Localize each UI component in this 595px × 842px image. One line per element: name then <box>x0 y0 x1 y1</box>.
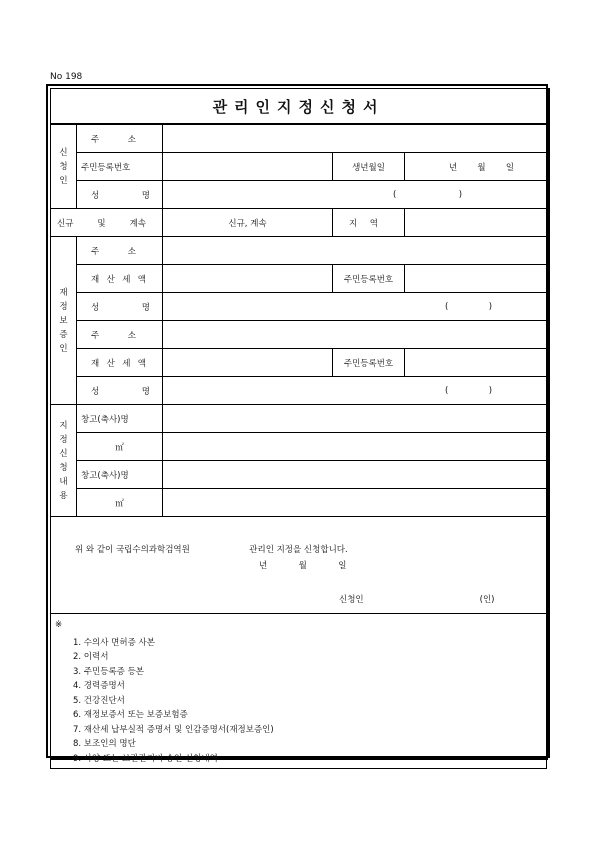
region-label: 지 역 <box>333 209 405 237</box>
warehouse1-name-label: 창고(축사)명 <box>77 405 163 433</box>
list-item: 5. 건강진단서 <box>73 695 125 706</box>
guarantor1-name-label: 성 명 <box>77 293 163 321</box>
guarantor2-address-field[interactable] <box>163 321 547 349</box>
applicant-address-label: 주 소 <box>77 124 163 153</box>
form-frame <box>46 84 548 764</box>
guarantor2-property-label: 재 산 세 액 <box>77 349 163 377</box>
guarantor1-name-field[interactable]: ( ) <box>163 293 547 321</box>
applicant-rrn-label: 주민등록번호 <box>77 153 163 181</box>
frame-shadow-right <box>548 88 550 758</box>
guarantor1-rrn-label: 주민등록번호 <box>333 265 405 293</box>
warehouse2-name-field[interactable] <box>163 461 547 489</box>
applicant-birth-label: 생년월일 <box>333 153 405 181</box>
list-item: 3. 주민등록증 등본 <box>73 666 144 677</box>
guarantor1-property-field[interactable] <box>163 265 333 293</box>
warehouse1-area-unit: ㎡ <box>77 433 163 461</box>
application-form-table <box>50 88 547 769</box>
statement-section <box>51 517 547 614</box>
applicant-signature-label: 신청인 <box>339 595 364 605</box>
note-mark: ※ <box>55 619 63 630</box>
applicant-name-label: 성 명 <box>77 181 163 209</box>
guarantor2-rrn-field[interactable] <box>405 349 547 377</box>
guarantor1-property-label: 재 산 세 액 <box>77 265 163 293</box>
guarantor1-address-field[interactable] <box>163 237 547 265</box>
guarantor2-property-field[interactable] <box>163 349 333 377</box>
warehouse2-name-label: 창고(축사)명 <box>77 461 163 489</box>
list-item: 8. 보조인의 명단 <box>73 739 136 750</box>
guarantor2-name-label: 성 명 <box>77 377 163 405</box>
list-item: 6. 재정보증서 또는 보증보험증 <box>73 710 188 721</box>
list-item: 9. 사양 또는 보관관리비 승인 신청내역 <box>73 753 218 764</box>
document-number: No 198 <box>50 72 83 82</box>
type-value[interactable]: 신규, 계속 <box>163 209 333 237</box>
list-item: 7. 재산세 납부실적 증명서 및 인감증명서(재정보증인) <box>73 724 274 735</box>
attachments-section <box>51 614 547 769</box>
list-item: 4. 경력증명서 <box>73 681 125 692</box>
guarantor2-address-label: 주 소 <box>77 321 163 349</box>
warehouse1-name-field[interactable] <box>163 405 547 433</box>
warehouse2-area-unit: ㎡ <box>77 489 163 517</box>
applicant-birth-field[interactable]: 년 월 일 <box>405 153 547 181</box>
type-label: 신규 및 계속 <box>51 209 163 237</box>
region-field[interactable] <box>405 209 547 237</box>
statement-line: 위 와 같이 국립수의과학검역원 관리인 지정을 신청합니다. <box>75 545 348 555</box>
statement-signature <box>339 593 542 605</box>
guarantor-group-label: 재 정 보 증 인 <box>51 237 77 405</box>
guarantor1-address-label: 주 소 <box>77 237 163 265</box>
seal-mark: (인) <box>479 595 495 605</box>
applicant-group-label: 신 청 인 <box>51 124 77 209</box>
designation-group-label: 지 정 신 청 내 용 <box>51 405 77 517</box>
applicant-address-field[interactable] <box>163 124 547 153</box>
attachments-list <box>73 636 542 767</box>
applicant-name-field[interactable]: ( ) <box>163 181 547 209</box>
applicant-rrn-field[interactable] <box>163 153 333 181</box>
warehouse1-area-field[interactable] <box>163 433 547 461</box>
form-title: 관리인지정신청서 <box>51 89 547 125</box>
statement-date: 년 월 일 <box>259 561 347 571</box>
list-item: 1. 수의사 면허증 사본 <box>73 637 155 648</box>
warehouse2-area-field[interactable] <box>163 489 547 517</box>
guarantor1-rrn-field[interactable] <box>405 265 547 293</box>
guarantor2-name-field[interactable]: ( ) <box>163 377 547 405</box>
guarantor2-rrn-label: 주민등록번호 <box>333 349 405 377</box>
list-item: 2. 이력서 <box>73 652 109 663</box>
